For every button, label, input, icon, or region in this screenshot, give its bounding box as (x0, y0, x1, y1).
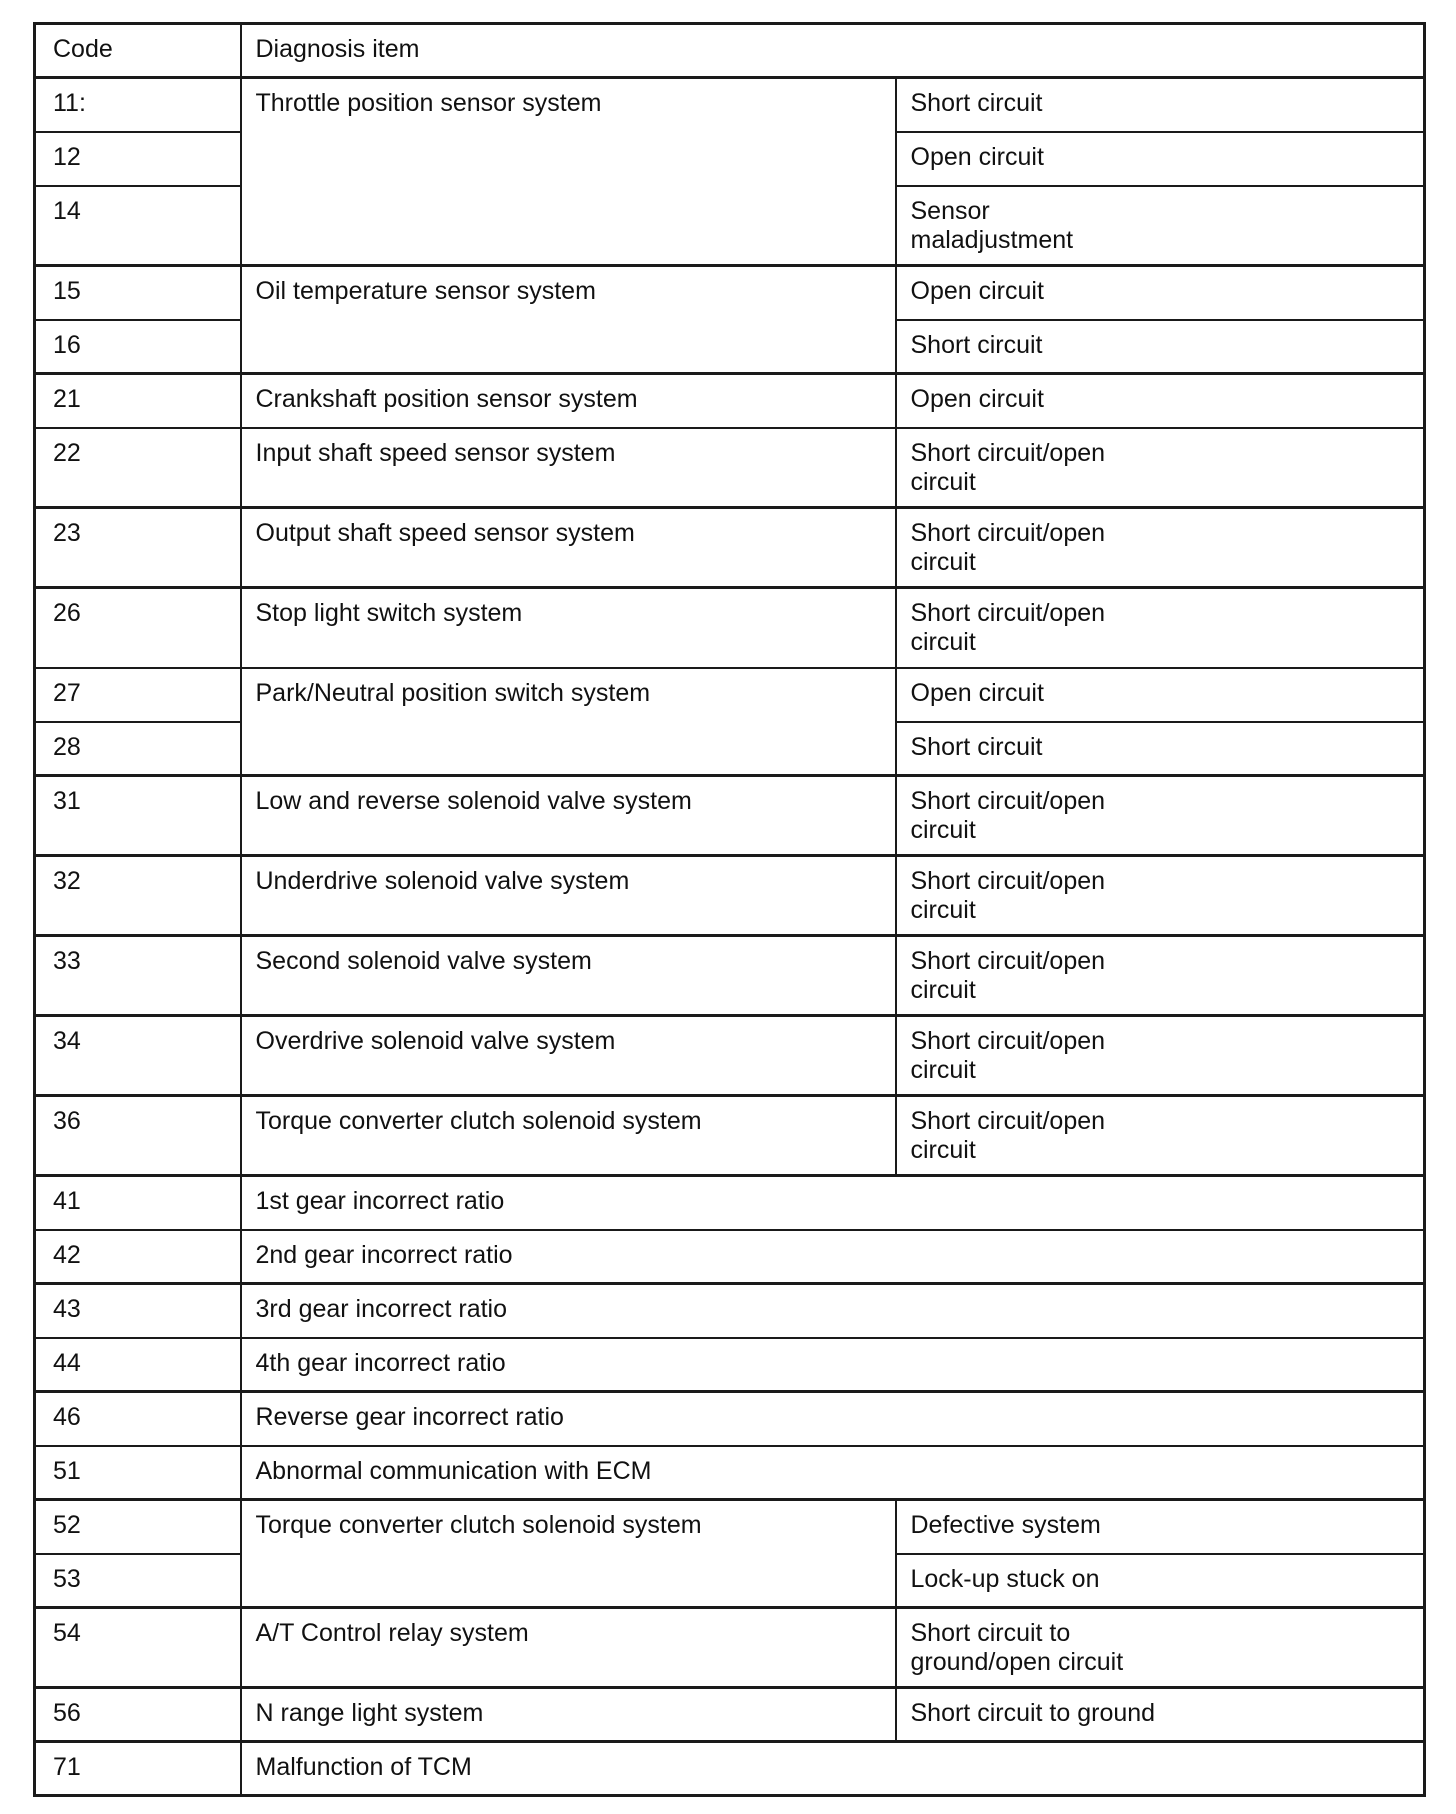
table-row (35, 588, 1425, 668)
condition-cell: Short circuit to ground/open circuit (896, 1608, 1425, 1688)
code-cell: 31 (35, 776, 241, 856)
table-row (35, 1230, 1425, 1284)
table-row (35, 266, 1425, 320)
code-cell: 53 (35, 1554, 241, 1608)
condition-cell: Short circuit/open circuit (896, 936, 1425, 1016)
table-row (35, 1096, 1425, 1176)
condition-cell: Short circuit/open circuit (896, 1016, 1425, 1096)
condition-cell: Short circuit (896, 320, 1425, 374)
diagnosis-item-cell: Reverse gear incorrect ratio (241, 1392, 1425, 1446)
diagnosis-item-cell: Throttle position sensor system (241, 78, 896, 266)
table-row (35, 668, 1425, 722)
code-cell: 21 (35, 374, 241, 428)
table-row (35, 428, 1425, 508)
diagnosis-item-cell: Oil temperature sensor system (241, 266, 896, 374)
diagnosis-item-cell: 2nd gear incorrect ratio (241, 1230, 1425, 1284)
condition-cell: Short circuit/open circuit (896, 428, 1425, 508)
diagnosis-item-cell: 3rd gear incorrect ratio (241, 1284, 1425, 1338)
diagnosis-item-cell: Input shaft speed sensor system (241, 428, 896, 508)
diagnosis-item-cell: Overdrive solenoid valve system (241, 1016, 896, 1096)
table-header-row (35, 24, 1425, 78)
code-cell: 26 (35, 588, 241, 668)
table-row (35, 936, 1425, 1016)
diagnosis-item-cell: Second solenoid valve system (241, 936, 896, 1016)
code-cell: 56 (35, 1688, 241, 1742)
code-cell: 27 (35, 668, 241, 722)
code-cell: 23 (35, 508, 241, 588)
condition-cell: Short circuit to ground (896, 1688, 1425, 1742)
table-row (35, 1016, 1425, 1096)
condition-cell: Short circuit (896, 722, 1425, 776)
diagnosis-item-cell: 4th gear incorrect ratio (241, 1338, 1425, 1392)
condition-cell: Short circuit/open circuit (896, 776, 1425, 856)
diagnosis-item-cell: 1st gear incorrect ratio (241, 1176, 1425, 1230)
table-row (35, 1608, 1425, 1688)
diagnosis-item-cell: Underdrive solenoid valve system (241, 856, 896, 936)
code-cell: 28 (35, 722, 241, 776)
table-row (35, 508, 1425, 588)
table-row (35, 776, 1425, 856)
diagnosis-item-cell: Low and reverse solenoid valve system (241, 776, 896, 856)
table-row (35, 374, 1425, 428)
diagnosis-item-cell: Stop light switch system (241, 588, 896, 668)
condition-cell: Short circuit/open circuit (896, 856, 1425, 936)
code-cell: 34 (35, 1016, 241, 1096)
table-row (35, 1392, 1425, 1446)
code-cell: 41 (35, 1176, 241, 1230)
table-row (35, 1742, 1425, 1796)
code-cell: 11: (35, 78, 241, 132)
code-cell: 32 (35, 856, 241, 936)
code-cell: 44 (35, 1338, 241, 1392)
code-cell: 51 (35, 1446, 241, 1500)
table-row (35, 1446, 1425, 1500)
condition-cell: Open circuit (896, 266, 1425, 320)
condition-cell: Short circuit (896, 78, 1425, 132)
table-row (35, 856, 1425, 936)
table-row (35, 1688, 1425, 1742)
condition-cell: Open circuit (896, 132, 1425, 186)
condition-cell: Short circuit/open circuit (896, 1096, 1425, 1176)
code-cell: 46 (35, 1392, 241, 1446)
diagnosis-item-cell: N range light system (241, 1688, 896, 1742)
code-cell: 54 (35, 1608, 241, 1688)
header-diagnosis-item: Diagnosis item (241, 24, 1425, 78)
table-row (35, 1176, 1425, 1230)
diagnosis-item-cell: Abnormal communication with ECM (241, 1446, 1425, 1500)
table-row (35, 1284, 1425, 1338)
code-cell: 22 (35, 428, 241, 508)
diagnosis-item-cell: Torque converter clutch solenoid system (241, 1500, 896, 1608)
diagnosis-item-cell: Output shaft speed sensor system (241, 508, 896, 588)
table-row (35, 1500, 1425, 1554)
diagnosis-item-cell: Malfunction of TCM (241, 1742, 1425, 1796)
condition-cell: Sensor maladjustment (896, 186, 1425, 266)
code-cell: 52 (35, 1500, 241, 1554)
code-cell: 43 (35, 1284, 241, 1338)
condition-cell: Open circuit (896, 668, 1425, 722)
condition-cell: Short circuit/open circuit (896, 588, 1425, 668)
diagnosis-item-cell: A/T Control relay system (241, 1608, 896, 1688)
table-row (35, 78, 1425, 132)
code-cell: 14 (35, 186, 241, 266)
condition-cell: Lock-up stuck on (896, 1554, 1425, 1608)
header-code: Code (35, 24, 241, 78)
code-cell: 16 (35, 320, 241, 374)
code-cell: 15 (35, 266, 241, 320)
diagnosis-item-cell: Torque converter clutch solenoid system (241, 1096, 896, 1176)
diagnosis-code-table (33, 22, 1426, 1797)
diagnosis-item-cell: Park/Neutral position switch system (241, 668, 896, 776)
code-cell: 33 (35, 936, 241, 1016)
code-cell: 42 (35, 1230, 241, 1284)
code-cell: 12 (35, 132, 241, 186)
condition-cell: Open circuit (896, 374, 1425, 428)
condition-cell: Defective system (896, 1500, 1425, 1554)
condition-cell: Short circuit/open circuit (896, 508, 1425, 588)
code-cell: 36 (35, 1096, 241, 1176)
diagnosis-item-cell: Crankshaft position sensor system (241, 374, 896, 428)
table-row (35, 1338, 1425, 1392)
code-cell: 71 (35, 1742, 241, 1796)
